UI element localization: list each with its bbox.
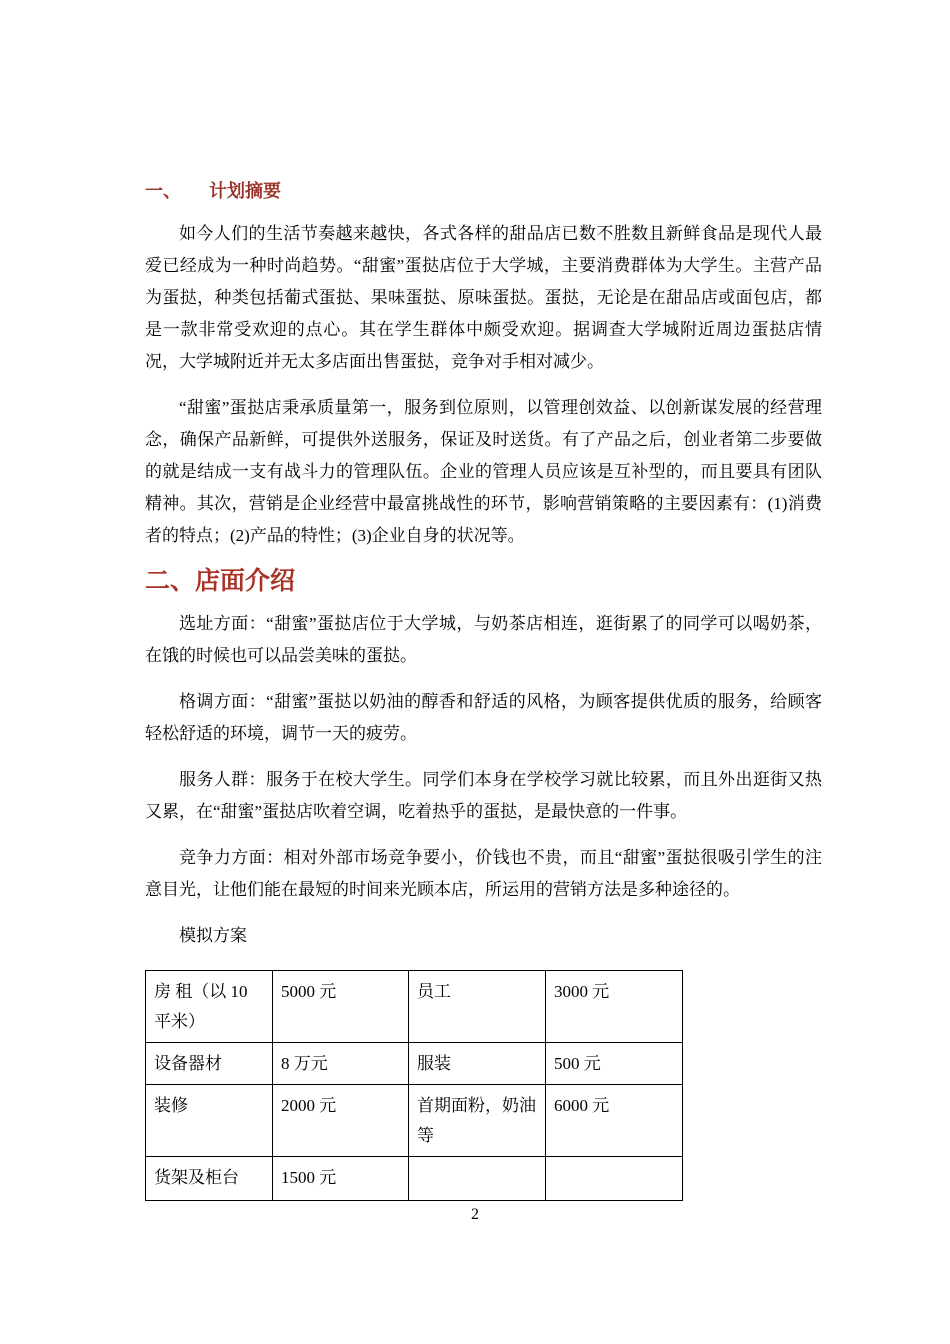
page-number: 2 [471, 1206, 479, 1223]
table-cell [546, 1157, 683, 1201]
table-cell [409, 1157, 546, 1201]
store-paragraph-customers: 服务人群：服务于在校大学生。同学们本身在学校学习就比较累，而且外出逛街又热又累，在“甜蜜”蛋挞店吹着空调，吃着热乎的蛋挞，是最快意的一件事。 [145, 770, 822, 821]
table-cell: 房 租（以 10 平米） [146, 971, 273, 1043]
section1-heading-title: 计划摘要 [209, 181, 281, 201]
table-cell: 500 元 [546, 1043, 683, 1085]
section1-heading [145, 178, 822, 204]
table-cell: 3000 元 [546, 971, 683, 1043]
simulation-plan-label: 模拟方案 [179, 926, 247, 945]
document-content [145, 178, 822, 1201]
table-row [146, 971, 683, 1043]
table-cell: 首期面粉，奶油等 [409, 1085, 546, 1157]
table-cell: 服装 [409, 1043, 546, 1085]
table-cell: 5000 元 [273, 971, 409, 1043]
table-cell: 员工 [409, 971, 546, 1043]
cost-table [145, 970, 683, 1201]
table-cell: 8 万元 [273, 1043, 409, 1085]
table-row [146, 1157, 683, 1201]
summary-paragraph-1: 如今人们的生活节奏越来越快，各式各样的甜品店已数不胜数且新鲜食品是现代人最爱已经成为一种时尚趋势。“甜蜜”蛋挞店位于大学城，主要消费群体为大学生。主营产品为蛋挞，种类包括葡式蛋挞、果味蛋挞、原味蛋挞。蛋挞，无论是在甜品店或面包店，都是一款非常受欢迎的点心。其在学生群体中颇受欢迎。据调查大学城附近周边蛋挞店情况，大学城附近并无太多店面出售蛋挞，竞争对手相对减少。 [145, 224, 822, 371]
store-paragraph-competition: 竞争力方面：相对外部市场竞争要小，价钱也不贵，而且“甜蜜”蛋挞很吸引学生的注意目光，让他们能在最短的时间来光顾本店，所运用的营销方法是多种途径的。 [145, 848, 822, 899]
table-cell: 货架及柜台 [146, 1157, 273, 1201]
table-cell: 设备器材 [146, 1043, 273, 1085]
store-paragraph-location: 选址方面：“甜蜜”蛋挞店位于大学城，与奶茶店相连，逛街累了的同学可以喝奶茶，在饿的时候也可以品尝美味的蛋挞。 [145, 614, 822, 665]
table-row [146, 1085, 683, 1157]
section2-heading: 二、店面介绍 [145, 568, 296, 595]
table-cell: 6000 元 [546, 1085, 683, 1157]
table-row [146, 1043, 683, 1085]
store-paragraph-style: 格调方面：“甜蜜”蛋挞以奶油的醇香和舒适的风格，为顾客提供优质的服务，给顾客轻松舒适的环境，调节一天的疲劳。 [145, 692, 822, 743]
table-cell: 2000 元 [273, 1085, 409, 1157]
section1-heading-number: 一、 [145, 181, 181, 201]
summary-paragraph-2: “甜蜜”蛋挞店秉承质量第一，服务到位原则，以管理创效益、以创新谋发展的经营理念，确保产品新鲜，可提供外送服务，保证及时送货。有了产品之后，创业者第二步要做的就是结成一支有战斗力的管理队伍。企业的管理人员应该是互补型的，而且要具有团队精神。其次，营销是企业经营中最富挑战性的环节，影响营销策略的主要因素有：(1)消费者的特点；(2)产品的特性；(3)企业自身的状况等。 [145, 398, 822, 545]
table-cell: 1500 元 [273, 1157, 409, 1201]
table-cell: 装修 [146, 1085, 273, 1157]
